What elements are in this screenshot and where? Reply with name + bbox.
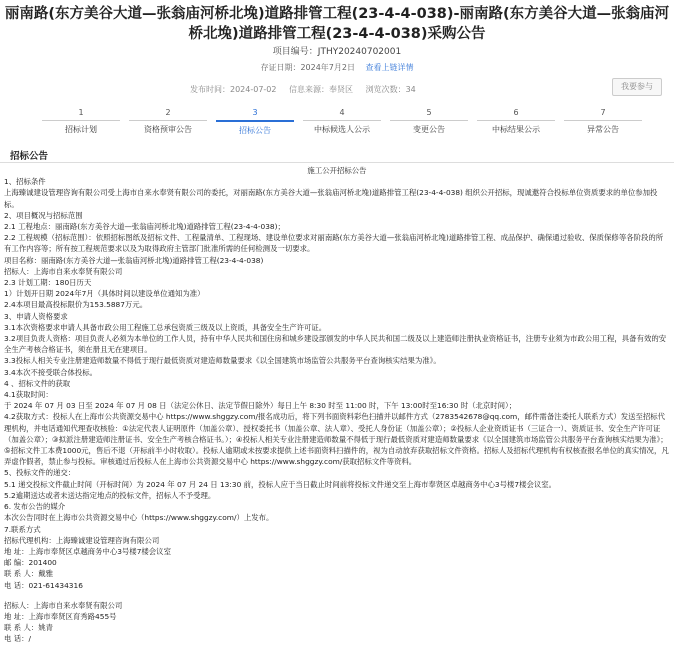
step-bar [303,120,381,121]
content-line: 本次公告同时在上海市公共资源交易中心（https://www.shggzy.com/）上发布。 [4,513,274,523]
view-chain-link[interactable]: 查看上链详情 [365,63,414,72]
content-line: 3、申请人资格要求 [4,311,68,321]
content-lines [4,176,670,644]
content-line: 5.2逾期送达或者未送达指定地点的投标文件，招标人不予受理。 [4,490,216,500]
step-plan[interactable] [36,108,126,135]
content-line: 3.3投标人相关专业注册建造师数量不得低于现行最低资质对建造师数量要求《以全国建筑市场监管公共服务平台查询核实结果为准》。 [4,356,441,366]
step-number: 7 [600,108,606,117]
step-bar [390,120,468,121]
step-exception[interactable] [558,108,648,135]
content-line: 招标人：上海市自来水奉贤有限公司 [4,266,123,276]
save-date-row [0,62,674,73]
step-label: 变更公告 [413,125,445,134]
content-line: 1）计划开日期 2024年7月（具体时间以建设单位通知为准） [4,289,205,299]
content-line: 2、项目概况与招标范围 [4,210,83,220]
content-line: 邮 编：201400 [4,558,57,568]
content-line: 电 话：/ [4,634,32,644]
step-prequal[interactable] [123,108,213,135]
step-label: 中标候选人公示 [314,125,370,134]
step-bar [564,120,642,121]
step-change[interactable] [384,108,474,135]
progress-steps [36,108,646,142]
step-number: 4 [339,108,345,117]
meta-row [190,84,426,95]
step-number: 3 [252,108,258,117]
content-line: 上海臻诚建设管理咨询有限公司受上海市自来水奉贤有限公司的委托，对丽南路(东方美谷大道—张翁庙河桥北堍)道路排管工程(23-4-4-038) 组织公开招标，现诚邀符合投标单位资质要求的单位参加投标。 [4,188,658,209]
content-line: 招标代理机构：上海臻诚建设管理咨询有限公司 [4,535,160,545]
step-number: 6 [513,108,519,117]
step-bar [129,120,207,121]
project-number: 项目编号：JTHY20240702001 [272,47,402,57]
content-line: 7.联系方式 [4,524,41,534]
step-number: 5 [426,108,432,117]
content-line: 1、招标条件 [4,177,46,187]
content-line: 5、投标文件的递交： [4,468,76,478]
save-date: 存证日期：2024年7月2日 [260,63,355,72]
content-line: 6. 发布公告的媒介 [4,502,66,512]
content-line: 3.4本次不接受联合体投标。 [4,367,98,377]
participate-button[interactable]: 我要参与 [612,78,662,96]
step-result[interactable] [471,108,561,135]
section-heading: 招标公告 [10,151,49,162]
step-bar [477,120,555,121]
content-line: 2.3 计划工期：180日历天 [4,278,92,288]
content-line: 4 、招标文件的获取 [4,378,71,388]
content-line: 5.1 递交投标文件截止时间（开标时间）为 2024 年 07 月 24 日 13:30 前，投标人应于当日截止时间前将投标文件递交至上海市奉贤区卓越商务中心3号楼7楼会议室。 [4,479,557,489]
content-line: 联 系 人：戴雅 [4,569,54,579]
content-line: 2.2 工程规模（招标范围）：依照招标图纸及招标文件、工程量清单、工程现场、建设单位要求对丽南路(东方美谷大道—张翁庙河桥北堍)道路排管工程、成品保护、确保通过验收、保质保修等各阶段的所有工作内容等；所有按工程规范要求以及为取得政府主管部门批准所需的任何检测及一切要求。 [4,233,664,254]
divider [0,162,674,163]
content-line: 2.4本项目最高投标限价为153.5887万元。 [4,300,148,310]
content-line: 于 2024 年 07 月 03 日至 2024 年 07 月 08 日（法定公休日、法定节假日除外）每日上午 8:30 时至 11:00 时，下午 13:00时至16:30 时（北京时间）； [4,401,517,411]
publish-time: 发布时间：2024-07-02 [190,85,277,94]
step-label: 异常公告 [587,125,619,134]
page-title: 丽南路(东方美谷大道—张翁庙河桥北堍)道路排管工程(23-4-4-038)-丽南路(东方美谷大道—张翁庙河桥北堍)道路排管工程(23-4-4-038)采购公告 [4,6,670,42]
step-bar [216,120,294,122]
step-label: 招标公告 [239,126,271,135]
notice-content [4,165,670,645]
step-label: 中标结果公示 [492,125,540,134]
content-line: 联 系 人：姚青 [4,623,54,633]
step-label: 招标计划 [65,125,97,134]
step-tender-notice[interactable] [210,108,300,136]
step-number: 1 [78,108,84,117]
content-line: 2.1 工程地点：丽南路(东方美谷大道—张翁庙河桥北堍)道路排管工程(23-4-4-038)； [4,222,285,232]
step-number: 2 [165,108,171,117]
view-count: 浏览次数：34 [365,85,416,94]
step-bar [42,120,120,121]
content-line: 4.1获取时间： [4,390,53,400]
content-line: 项目名称：丽南路(东方美谷大道—张翁庙河桥北堍)道路排管工程(23-4-4-038) [4,255,264,265]
step-label: 资格预审公告 [144,125,192,134]
content-line: 地 址：上海市奉贤区卓越商务中心3号楼7楼会议室 [4,546,171,556]
blank-line [4,591,670,600]
content-line: 3.2项目负责人资格：项目负责人必须为本单位的工作人员，持有中华人民共和国住房和城乡建设部颁发的中华人民共和国二级及以上建造师注册执业资格证书，注册专业须为市政公用工程，具备有效的安全生产考核合格证书，须在册且无在建项目。 [4,334,667,355]
step-candidates[interactable] [297,108,387,135]
info-source: 信息来源：奉贤区 [289,85,354,94]
content-line: 招标人：上海市自来水奉贤有限公司 [4,600,123,610]
content-heading: 施工公开招标公告 [307,166,367,175]
content-line: 3.1本次资格要求申请人具备市政公用工程施工总承包资质三级及以上资质，具备安全生产许可证。 [4,322,327,332]
content-line: 4.2获取方式：投标人在上海市公共资源交易中心 https://www.shggzy.com/报名成功后，将下列书面资料彩色扫描并以邮件方式（2783542678@qq.com，邮件需备注委托人联系方式）发送至招标代理机构，并电话通知代理查收核验：①法定代表人证明原件（加盖公章）、授权委托书（加盖公章、法人章）、受托人身份证（加盖公章）；②投标人企业资质证书（三证合一）、资质证书、安全生产许可证（加盖公章）；③拟派注册建造师注册证书、安全生产考核合格证书。）；④投标人相关专业注册建造师数量不得低于现行最低资质对建造师数量要求《以全国建筑市场监管公共服务平台查询核实结果为准》；⑤招标文件工本费1000元，售后不退（开标前半小时收取）。投标人逾期或未按要求提供上述书面资料扫描件的，视为自动放弃获取招标文件资格。招标人及招标代理机构有权核查报名单位的真实情况，凡弄虚作假者，禁止参与投标。审核通过后投标人在上海市公共资源交易中心 https://www.shggzy.com/获取招标文件等资料。 [4,412,669,467]
content-line: 地 址：上海市奉贤区育秀路455号 [4,611,117,621]
content-line: 电 话：021-61434316 [4,580,83,590]
